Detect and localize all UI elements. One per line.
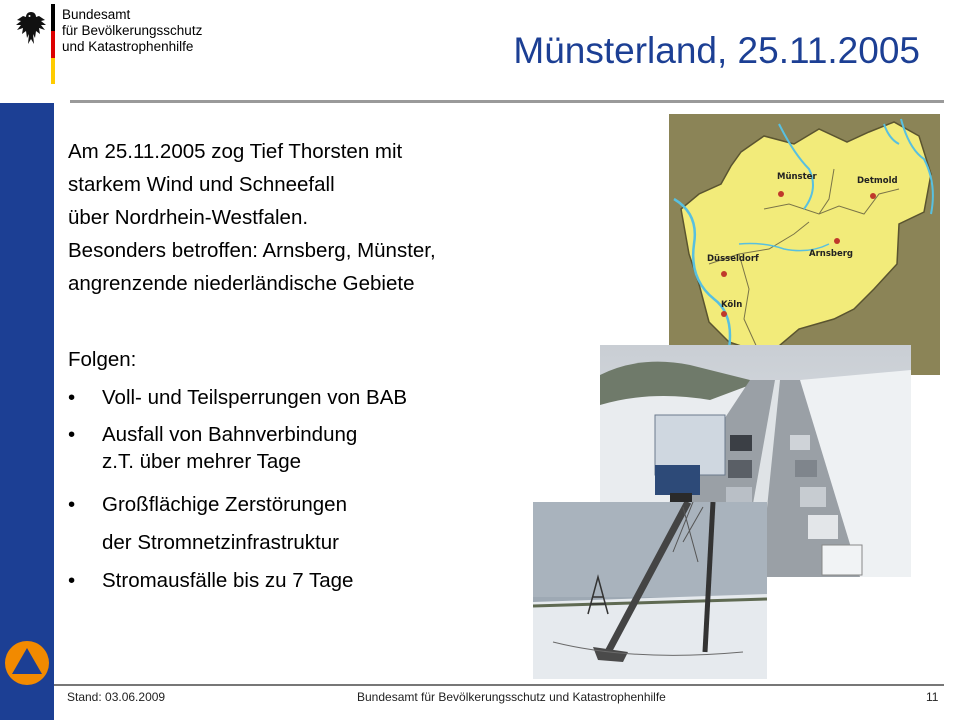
footer-date: Stand: 03.06.2009 — [67, 690, 166, 704]
footer-divider — [54, 684, 944, 686]
footer-page-number: 11 — [926, 690, 939, 704]
intro-line-4: Besonders betroffen: Arnsberg, Münster, — [68, 239, 436, 262]
map-label-duesseldorf: Düsseldorf — [707, 254, 759, 264]
intro-line-3: über Nordrhein-Westfalen. — [68, 206, 309, 229]
map-label-muenster: Münster — [777, 172, 817, 182]
map-label-koeln: Köln — [721, 300, 743, 310]
agency-name-line-2: für Bevölkerungsschutz — [62, 23, 203, 38]
agency-name-line-3: und Katastrophenhilfe — [62, 39, 194, 54]
bullet-text: Voll- und Teilsperrungen von BAB — [102, 386, 408, 409]
bullet-text: der Stromnetzinfrastruktur — [102, 531, 339, 554]
bullet-dot-icon: • — [68, 493, 76, 516]
bullet-text: Ausfall von Bahnverbindung — [102, 423, 358, 446]
nrw-map — [669, 114, 940, 375]
agency-name — [62, 7, 202, 55]
civil-protection-logo-icon — [4, 640, 50, 686]
bullet-dot-icon: • — [68, 569, 76, 592]
bullet-text: Großflächige Zerstörungen — [102, 493, 347, 516]
title-divider — [70, 100, 944, 103]
damaged-power-pylon-photo — [533, 502, 767, 679]
agency-logo — [14, 4, 214, 84]
bullet-dot-icon: • — [68, 386, 76, 409]
bullet-text: z.T. über mehrer Tage — [102, 450, 302, 473]
bullet-dot-icon: • — [68, 423, 76, 446]
intro-line-2: starkem Wind und Schneefall — [68, 173, 335, 196]
sidebar-bar — [0, 103, 54, 720]
slide-title: Münsterland, 25.11.2005 — [513, 30, 920, 71]
intro-line-1: Am 25.11.2005 zog Tief Thorsten mit — [68, 140, 403, 163]
footer-agency: Bundesamt für Bevölkerungsschutz und Katastrophenhilfe — [357, 690, 666, 704]
map-label-detmold: Detmold — [857, 176, 898, 186]
map-label-arnsberg: Arnsberg — [809, 249, 854, 259]
agency-name-line-1: Bundesamt — [62, 7, 131, 22]
consequences-heading: Folgen: — [68, 348, 137, 371]
bullet-text: Stromausfälle bis zu 7 Tage — [102, 569, 354, 592]
federal-eagle-icon — [14, 8, 48, 48]
german-flag-bar — [51, 4, 55, 84]
intro-line-5: angrenzende niederländische Gebiete — [68, 272, 415, 295]
